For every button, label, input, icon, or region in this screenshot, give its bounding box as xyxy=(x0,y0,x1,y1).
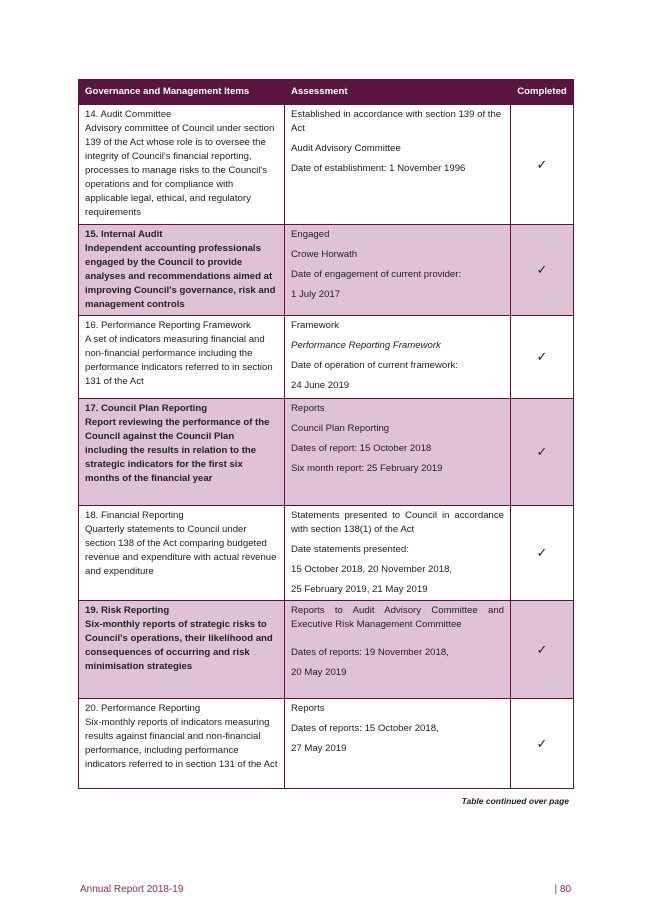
assessment-cell xyxy=(285,105,511,225)
item-description: Independent accounting professionals engaged by the Council to provide analyses and recommendations aimed at improving Council's governance, risk and management controls xyxy=(85,243,276,310)
header-completed: Completed xyxy=(511,80,574,105)
item-cell xyxy=(79,399,285,506)
table-row xyxy=(79,601,574,699)
assessment-line: Dates of reports: 19 November 2018, xyxy=(291,647,449,658)
assessment-line: 20 May 2019 xyxy=(291,667,347,678)
table-row xyxy=(79,316,574,399)
assessment-line: Date of engagement of current provider: xyxy=(291,269,462,280)
assessment-cell xyxy=(285,399,511,506)
table-row xyxy=(79,105,574,225)
item-title: 16. Performance Reporting Framework xyxy=(85,320,251,331)
assessment-cell xyxy=(285,225,511,316)
item-description: Advisory committee of Council under section 139 of the Act whose role is to oversee the integrity of Council's financial reporting, processes to manage risks to the Council's operations and for compliance with applicable legal, ethical, and regulatory requirements xyxy=(85,123,275,218)
item-cell xyxy=(79,105,285,225)
assessment-line: Reports xyxy=(291,703,325,714)
item-title: 19. Risk Reporting xyxy=(85,605,170,616)
footer-page-number: | 80 xyxy=(554,884,571,895)
assessment-cell xyxy=(285,699,511,789)
assessment-line: 1 July 2017 xyxy=(291,289,341,300)
completed-check: ✓ xyxy=(511,225,574,316)
assessment-line: 25 February 2019, 21 May 2019 xyxy=(291,584,428,595)
completed-check: ✓ xyxy=(511,699,574,789)
assessment-cell xyxy=(285,506,511,601)
assessment-line: Engaged xyxy=(291,229,330,240)
item-description: A set of indicators measuring financial and non-financial performance including the performance indicators referred to in section 131 of the Act xyxy=(85,334,273,387)
table-row xyxy=(79,225,574,316)
assessment-line: Council Plan Reporting xyxy=(291,423,390,434)
item-cell xyxy=(79,506,285,601)
item-title: 18. Financial Reporting xyxy=(85,510,184,521)
header-items: Governance and Management Items xyxy=(79,80,285,105)
item-title: 15. Internal Audit xyxy=(85,229,163,240)
assessment-line: 24 June 2019 xyxy=(291,380,350,391)
item-cell xyxy=(79,225,285,316)
assessment-line: 15 October 2018, 20 November 2018, xyxy=(291,564,453,575)
table-row xyxy=(79,699,574,789)
table-row xyxy=(79,506,574,601)
footer-report-title: Annual Report 2018-19 xyxy=(80,884,184,895)
assessment-line: Date statements presented: xyxy=(291,544,409,555)
item-cell xyxy=(79,316,285,399)
completed-check: ✓ xyxy=(511,601,574,699)
assessment-line: Framework xyxy=(291,320,339,331)
governance-table xyxy=(78,79,574,789)
assessment-cell xyxy=(285,316,511,399)
table-header-row xyxy=(79,80,574,105)
item-description: Quarterly statements to Council under section 138 of the Act comparing budgeted revenue and expenditure with actual revenue and expenditure xyxy=(85,524,277,577)
assessment-line: Date of operation of current framework: xyxy=(291,360,458,371)
completed-check: ✓ xyxy=(511,105,574,225)
assessment-line: Performance Reporting Framework xyxy=(291,340,441,351)
assessment-line: Established in accordance with section 139 of the Act xyxy=(291,109,502,134)
assessment-line: Dates of report: 15 October 2018 xyxy=(291,443,432,454)
assessment-line: Date of establishment: 1 November 1996 xyxy=(291,163,466,174)
completed-check: ✓ xyxy=(511,506,574,601)
item-title: 20. Performance Reporting xyxy=(85,703,201,714)
assessment-line: Crowe Horwath xyxy=(291,249,358,260)
assessment-line: Reports to Audit Advisory Committee and Executive Risk Management Committee xyxy=(291,605,504,630)
item-title: 14. Audit Committee xyxy=(85,109,172,120)
table-row xyxy=(79,399,574,506)
assessment-line: 27 May 2019 xyxy=(291,743,347,754)
table-continued-note: Table continued over page xyxy=(461,796,569,806)
item-description: Report reviewing the performance of the Council against the Council Plan including the results in relation to the strategic indicators for the first six months of the financial year xyxy=(85,417,270,484)
assessment-cell xyxy=(285,601,511,699)
item-cell xyxy=(79,699,285,789)
item-description: Six-monthly reports of indicators measuring results against financial and non-financial performance, including performance indicators referred to in section 131 of the Act xyxy=(85,717,278,770)
header-assessment: Assessment xyxy=(285,80,511,105)
assessment-line: Audit Advisory Committee xyxy=(291,143,401,154)
assessment-line: Statements presented to Council in accordance with section 138(1) of the Act xyxy=(291,510,504,535)
item-description: Six-monthly reports of strategic risks to Council's operations, their likelihood and consequences of occurring and risk minimisation strategies xyxy=(85,619,273,672)
assessment-line: Six month report: 25 February 2019 xyxy=(291,463,443,474)
completed-check: ✓ xyxy=(511,399,574,506)
item-cell xyxy=(79,601,285,699)
assessment-line: Reports xyxy=(291,403,325,414)
completed-check: ✓ xyxy=(511,316,574,399)
item-title: 17. Council Plan Reporting xyxy=(85,403,208,414)
assessment-line: Dates of reports: 15 October 2018, xyxy=(291,723,439,734)
